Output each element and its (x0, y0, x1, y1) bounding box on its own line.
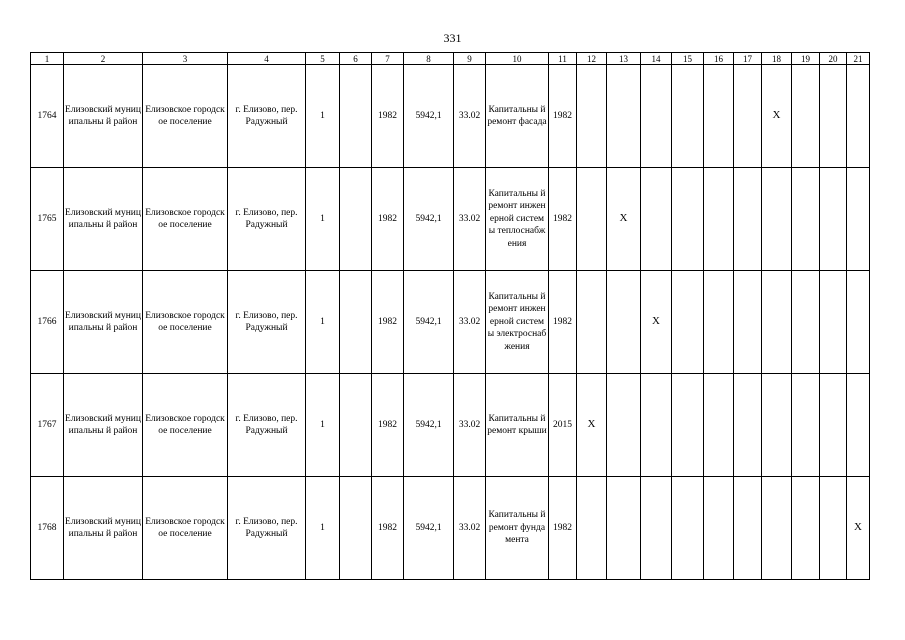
row-number-cell (31, 168, 64, 271)
mark-cell-c12 (577, 65, 607, 168)
mark-cell-c14 (641, 65, 672, 168)
year-built-cell (372, 271, 404, 374)
register-body (31, 65, 870, 580)
mark-cell-c13 (607, 477, 641, 580)
district-cell-text: Елизовский муниципальны й район (65, 104, 141, 127)
code-cell (454, 374, 486, 477)
mark-cell-c15 (672, 477, 704, 580)
year-cell-text: 1982 (553, 522, 572, 533)
address-cell-text: г. Елизово, пер. Радужный (235, 310, 298, 333)
column-header: 10 (486, 53, 549, 65)
row-number-cell (31, 374, 64, 477)
mark-cell-c18 (762, 168, 792, 271)
work-type-cell-text: Капитальны й ремонт инженерной системы электроснаб жения (487, 291, 547, 352)
mark-x: X (854, 521, 862, 534)
mark-cell-c13 (607, 168, 641, 271)
year-cell (549, 65, 577, 168)
column-6-cell (340, 168, 372, 271)
mark-cell-c19 (792, 374, 820, 477)
table-row (31, 271, 870, 374)
district-cell (64, 271, 143, 374)
register-table (30, 52, 870, 580)
mark-cell-c20 (820, 271, 847, 374)
address-cell (228, 65, 306, 168)
year-cell (549, 477, 577, 580)
mark-cell-c18 (762, 271, 792, 374)
column-header: 18 (762, 53, 792, 65)
code-cell (454, 271, 486, 374)
mark-cell-c17 (734, 65, 762, 168)
area-cell (404, 271, 454, 374)
row-number-cell-text: 1765 (37, 213, 57, 224)
column-5-cell-text: 1 (320, 110, 325, 121)
mark-cell-c16 (704, 65, 734, 168)
year-built-cell-text: 1982 (378, 213, 397, 224)
work-type-cell-text: Капитальны й ремонт инженерной системы теплоснабж ения (488, 188, 546, 249)
year-cell (549, 168, 577, 271)
year-built-cell (372, 374, 404, 477)
district-cell (64, 477, 143, 580)
column-5-cell-text: 1 (320, 522, 325, 533)
column-5-cell-text: 1 (320, 213, 325, 224)
area-cell-text: 5942,1 (415, 522, 442, 533)
mark-cell-c14 (641, 477, 672, 580)
row-number-cell (31, 477, 64, 580)
page-number: 331 (443, 31, 462, 45)
year-built-cell (372, 477, 404, 580)
mark-cell-c16 (704, 168, 734, 271)
year-built-cell-text: 1982 (378, 316, 397, 327)
mark-cell-c17 (734, 477, 762, 580)
column-6-cell (340, 65, 372, 168)
address-cell (228, 374, 306, 477)
area-cell-text: 5942,1 (415, 419, 442, 430)
column-header: 6 (340, 53, 372, 65)
mark-cell-c15 (672, 374, 704, 477)
table-row (31, 168, 870, 271)
column-header: 7 (372, 53, 404, 65)
work-type-cell-text: Капитальны й ремонт фундамента (488, 510, 546, 546)
settlement-cell (143, 271, 228, 374)
column-6-cell (340, 477, 372, 580)
mark-x: X (619, 212, 628, 225)
area-cell (404, 374, 454, 477)
area-cell-text: 5942,1 (415, 110, 442, 121)
mark-cell-c16 (704, 271, 734, 374)
row-number-cell-text: 1767 (37, 419, 57, 430)
address-cell-text: г. Елизово, пер. Радужный (235, 207, 298, 230)
district-cell-text: Елизовский муниципальны й район (65, 310, 141, 333)
settlement-cell-text: Елизовское городское поселение (145, 413, 225, 436)
column-header: 5 (306, 53, 340, 65)
year-built-cell-text: 1982 (378, 419, 397, 430)
settlement-cell-text: Елизовское городское поселение (145, 104, 225, 127)
column-5-cell (306, 477, 340, 580)
code-cell (454, 477, 486, 580)
mark-cell-c16 (704, 374, 734, 477)
mark-cell-c15 (672, 271, 704, 374)
mark-cell-c21 (847, 271, 870, 374)
row-number-cell (31, 271, 64, 374)
mark-cell-c15 (672, 65, 704, 168)
area-cell (404, 477, 454, 580)
year-built-cell-text: 1982 (378, 110, 397, 121)
work-type-cell (486, 374, 549, 477)
settlement-cell (143, 477, 228, 580)
code-cell-text: 33.02 (458, 110, 481, 121)
work-type-cell-text: Капитальны й ремонт крыши (487, 413, 547, 436)
work-type-cell (486, 477, 549, 580)
work-type-cell (486, 271, 549, 374)
district-cell (64, 168, 143, 271)
year-cell-text: 2015 (553, 419, 572, 430)
row-number-cell (31, 65, 64, 168)
table-row (31, 477, 870, 580)
row-number-cell-text: 1764 (37, 110, 57, 121)
mark-cell-c21 (847, 374, 870, 477)
settlement-cell-text: Елизовское городское поселение (145, 310, 225, 333)
mark-x: X (772, 109, 781, 122)
mark-cell-c14 (641, 168, 672, 271)
year-built-cell (372, 65, 404, 168)
address-cell (228, 168, 306, 271)
mark-x: X (652, 315, 660, 328)
mark-cell-c14 (641, 271, 672, 374)
mark-cell-c21 (847, 168, 870, 271)
code-cell (454, 65, 486, 168)
mark-cell-c13 (607, 271, 641, 374)
column-header: 11 (549, 53, 577, 65)
year-cell (549, 271, 577, 374)
mark-cell-c21 (847, 477, 870, 580)
settlement-cell-text: Елизовское городское поселение (145, 207, 225, 230)
column-5-cell (306, 374, 340, 477)
mark-cell-c20 (820, 168, 847, 271)
district-cell-text: Елизовский муниципальны й район (65, 207, 141, 230)
settlement-cell (143, 65, 228, 168)
district-cell-text: Елизовский муниципальны й район (65, 413, 141, 436)
column-header: 15 (672, 53, 704, 65)
table-row (31, 65, 870, 168)
column-number-row (31, 53, 870, 65)
table-row (31, 374, 870, 477)
settlement-cell-text: Елизовское городское поселение (145, 516, 225, 539)
code-cell (454, 168, 486, 271)
column-header: 17 (734, 53, 762, 65)
mark-cell-c18 (762, 477, 792, 580)
year-built-cell (372, 168, 404, 271)
address-cell (228, 271, 306, 374)
row-number-cell-text: 1766 (37, 316, 57, 327)
mark-cell-c13 (607, 374, 641, 477)
code-cell-text: 33.02 (458, 522, 481, 533)
address-cell-text: г. Елизово, пер. Радужный (235, 413, 298, 436)
mark-cell-c18 (762, 374, 792, 477)
mark-cell-c15 (672, 168, 704, 271)
year-cell-text: 1982 (553, 316, 572, 327)
column-header: 12 (577, 53, 607, 65)
column-header: 19 (792, 53, 820, 65)
column-5-cell-text: 1 (320, 316, 325, 327)
area-cell-text: 5942,1 (415, 316, 442, 327)
work-type-cell-text: Капитальны й ремонт фасада (487, 104, 547, 127)
column-5-cell-text: 1 (320, 419, 325, 430)
mark-cell-c20 (820, 65, 847, 168)
mark-cell-c12 (577, 271, 607, 374)
mark-cell-c12 (577, 477, 607, 580)
mark-cell-c17 (734, 271, 762, 374)
mark-cell-c20 (820, 374, 847, 477)
address-cell (228, 477, 306, 580)
mark-x: X (587, 418, 596, 431)
year-cell-text: 1982 (553, 213, 572, 224)
mark-cell-c20 (820, 477, 847, 580)
column-header: 3 (143, 53, 228, 65)
column-header: 13 (607, 53, 641, 65)
mark-cell-c19 (792, 168, 820, 271)
district-cell (64, 65, 143, 168)
mark-cell-c17 (734, 374, 762, 477)
mark-cell-c13 (607, 65, 641, 168)
column-header: 16 (704, 53, 734, 65)
mark-cell-c19 (792, 65, 820, 168)
year-cell-text: 1982 (553, 110, 572, 121)
row-number-cell-text: 1768 (37, 522, 57, 533)
area-cell (404, 168, 454, 271)
column-header: 1 (31, 53, 64, 65)
mark-cell-c12 (577, 374, 607, 477)
mark-cell-c18 (762, 65, 792, 168)
column-header: 8 (404, 53, 454, 65)
mark-cell-c19 (792, 271, 820, 374)
column-5-cell (306, 168, 340, 271)
settlement-cell (143, 374, 228, 477)
column-header: 14 (641, 53, 672, 65)
column-header: 21 (847, 53, 870, 65)
code-cell-text: 33.02 (458, 316, 481, 327)
mark-cell-c19 (792, 477, 820, 580)
column-header: 9 (454, 53, 486, 65)
address-cell-text: г. Елизово, пер. Радужный (235, 516, 298, 539)
address-cell-text: г. Елизово, пер. Радужный (235, 104, 298, 127)
mark-cell-c16 (704, 477, 734, 580)
area-cell (404, 65, 454, 168)
mark-cell-c14 (641, 374, 672, 477)
year-cell (549, 374, 577, 477)
district-cell (64, 374, 143, 477)
district-cell-text: Елизовский муниципальны й район (65, 516, 141, 539)
column-6-cell (340, 271, 372, 374)
column-5-cell (306, 65, 340, 168)
column-5-cell (306, 271, 340, 374)
column-header: 20 (820, 53, 847, 65)
area-cell-text: 5942,1 (415, 213, 442, 224)
mark-cell-c12 (577, 168, 607, 271)
column-header: 2 (64, 53, 143, 65)
mark-cell-c17 (734, 168, 762, 271)
settlement-cell (143, 168, 228, 271)
column-header: 4 (228, 53, 306, 65)
mark-cell-c21 (847, 65, 870, 168)
work-type-cell (486, 65, 549, 168)
code-cell-text: 33.02 (458, 419, 481, 430)
year-built-cell-text: 1982 (378, 522, 397, 533)
column-6-cell (340, 374, 372, 477)
code-cell-text: 33.02 (458, 213, 481, 224)
work-type-cell (486, 168, 549, 271)
